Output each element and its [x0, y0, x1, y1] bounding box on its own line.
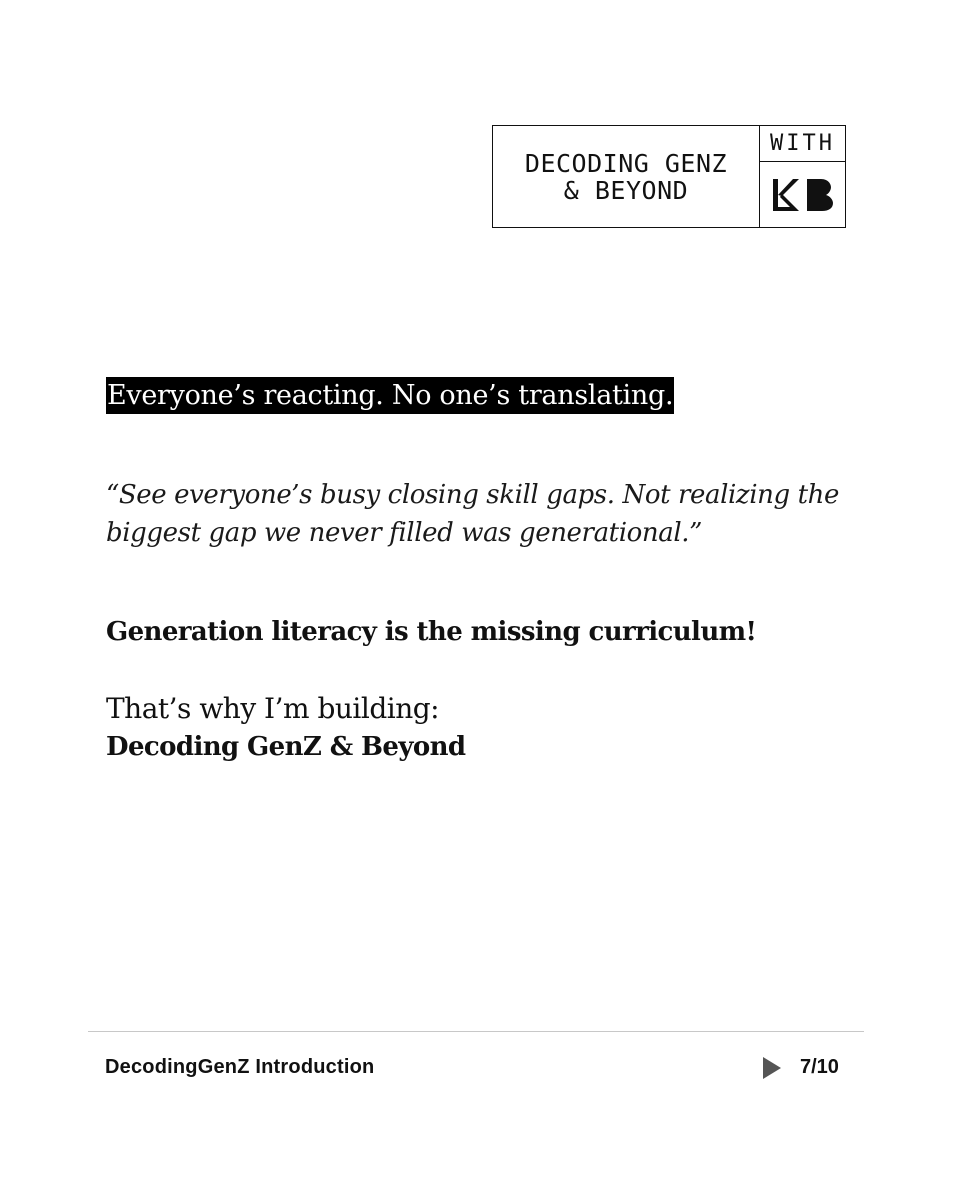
- logo-line-1: DECODING GENZ: [524, 148, 728, 178]
- logo-wordmark: [493, 126, 760, 227]
- building-block: [106, 690, 466, 766]
- footer-title: DecodingGenZ Introduction: [105, 1056, 375, 1078]
- quote-line-1: “See everyone’s busy closing skill gaps. Not realizing the: [106, 480, 839, 510]
- quote-line-2: biggest gap we never filled was generational.”: [106, 518, 703, 548]
- brand-logo: [492, 125, 846, 228]
- play-triangle-icon[interactable]: [763, 1057, 781, 1079]
- statement-heading: Generation literacy is the missing curriculum!: [106, 617, 757, 647]
- kb-monogram-svg: [771, 177, 835, 213]
- building-name: Decoding GenZ & Beyond: [106, 732, 466, 762]
- logo-with-label: WITH: [760, 126, 845, 162]
- quote-block: [106, 476, 866, 552]
- logo-badge: [760, 126, 845, 227]
- logo-line-2: & BEYOND: [563, 175, 689, 205]
- kb-monogram-icon: [760, 162, 845, 227]
- highlight-headline: Everyone’s reacting. No one’s translating.: [106, 377, 674, 414]
- page-number: 7/10: [800, 1056, 839, 1078]
- footer-divider: [88, 1031, 864, 1032]
- building-intro: That’s why I’m building:: [106, 692, 440, 725]
